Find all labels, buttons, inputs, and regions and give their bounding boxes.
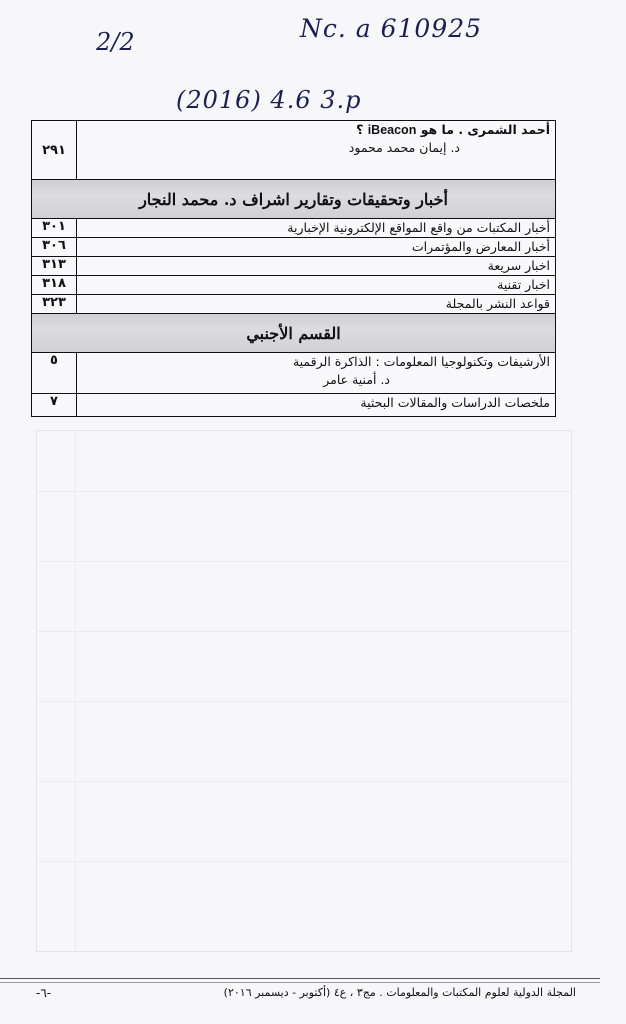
toc-row <box>32 238 556 257</box>
section-title-news: أخبار وتحقيقات وتقارير اشراف د. محمد النجار <box>32 180 556 219</box>
toc-page-number: ٧ <box>32 394 77 417</box>
toc-entry-author: د. أمنية عامر <box>323 372 390 387</box>
toc-entry-title: ملخصات الدراسات والمقالات البحثية <box>77 394 556 417</box>
section-header-news <box>32 180 556 219</box>
toc-row <box>32 353 556 394</box>
table-of-contents <box>31 120 556 417</box>
toc-page-number: ٢٩١ <box>32 121 77 180</box>
toc-entry-title: أخبار المعارض والمؤتمرات <box>77 238 556 257</box>
handwritten-volume-reference: (2016) 4.6 3.p <box>176 86 362 114</box>
toc-page-number: ٣١٣ <box>32 257 77 276</box>
toc-entry-title: قواعد النشر بالمجلة <box>77 295 556 314</box>
handwritten-accession-number: Nc. a 610925 <box>300 14 483 43</box>
toc-entry-title: اخبار سريعة <box>77 257 556 276</box>
section-header-foreign <box>32 314 556 353</box>
footer-rule <box>0 978 600 979</box>
bleed-through-ghost <box>36 430 572 952</box>
toc-entry-title: أحمد الشمرى . ما هو iBeacon ؟ <box>356 122 550 137</box>
toc-entry-title: الأرشيفات وتكنولوجيا المعلومات : الذاكرة الرقمية <box>292 354 550 369</box>
toc-row <box>32 121 556 180</box>
toc-page-number: ٣٠٦ <box>32 238 77 257</box>
toc-row <box>32 257 556 276</box>
toc-row <box>32 394 556 417</box>
toc-entry-text <box>77 121 556 180</box>
toc-page-number: ٥ <box>32 353 77 394</box>
toc-page-number: ٣٠١ <box>32 219 77 238</box>
toc-entry-title: اخبار تقنية <box>77 276 556 295</box>
toc-entry-text <box>77 353 556 394</box>
footer-page-number: -٦- <box>36 986 52 1000</box>
footer-journal-citation: المجلة الدولية لعلوم المكتبات والمعلومات . مج٣ ، ع٤ (أكتوبر - ديسمبر ٢٠١٦) <box>223 986 576 999</box>
toc-row <box>32 219 556 238</box>
toc-row <box>32 295 556 314</box>
toc-page-number: ٣٢٣ <box>32 295 77 314</box>
section-title-foreign: القسم الأجنبي <box>32 314 556 353</box>
handwritten-page-fraction: 2/2 <box>96 28 135 56</box>
toc-row <box>32 276 556 295</box>
footer-rule-thin <box>0 982 600 983</box>
toc-entry-author: د. إيمان محمد محمود <box>348 140 460 155</box>
toc-entry-title: أخبار المكتبات من واقع المواقع الإلكترونية الإخبارية <box>77 219 556 238</box>
toc-page-number: ٣١٨ <box>32 276 77 295</box>
